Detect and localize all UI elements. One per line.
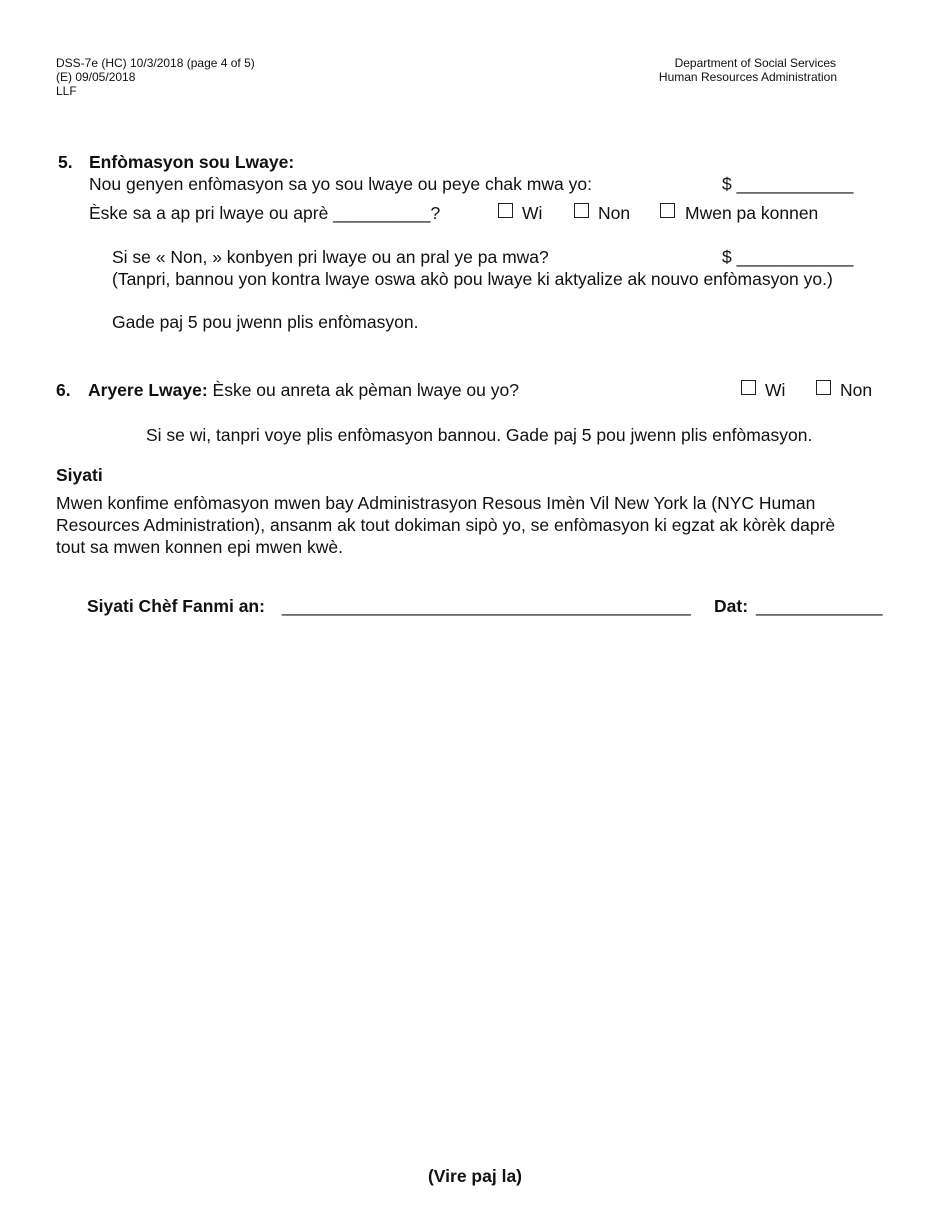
rent-same-yes-checkbox[interactable]: [498, 203, 513, 218]
administration-name: Human Resources Administration: [658, 70, 837, 84]
arrears-no-label: Non: [840, 380, 873, 400]
rent-same-yes-label: Wi: [522, 203, 543, 223]
arrears-yes-label: Wi: [765, 380, 786, 400]
turn-page-note: (Vire paj la): [427, 1166, 523, 1186]
section6-line: [88, 380, 519, 401]
lease-note: (Tanpri, bannou yon kontra lwaye oswa akò pou lwaye ki aktyalize ak nouvo enfòmasyon yo.): [112, 269, 833, 289]
rent-same-unknown-checkbox[interactable]: [660, 203, 675, 218]
rent-same-no-label: Non: [598, 203, 631, 223]
form-date: (E) 09/05/2018: [56, 70, 136, 84]
arrears-yes-checkbox[interactable]: [741, 380, 756, 395]
section6-title: Aryere Lwaye:: [88, 380, 208, 400]
rent-arrears-question: Èske ou anreta ak pèman lwaye ou yo?: [212, 380, 519, 400]
signature-statement-line2: Resources Administration), ansanm ak tout dokiman sipò yo, se enfòmasyon ki egzat ak kòrèk daprè: [56, 515, 836, 535]
new-rent-amount-field[interactable]: $ ____________: [722, 247, 854, 267]
monthly-rent-question: Nou genyen enfòmasyon sa yo sou lwaye ou peye chak mwa yo:: [89, 174, 592, 194]
new-rent-question: Si se « Non, » konbyen pri lwaye ou an pral ye pa mwa?: [112, 247, 549, 267]
rent-same-no-checkbox[interactable]: [574, 203, 589, 218]
arrears-note: Si se wi, tanpri voye plis enfòmasyon bannou. Gade paj 5 pou jwenn plis enfòmasyon.: [146, 425, 813, 445]
signature-statement-line1: Mwen konfime enfòmasyon mwen bay Administrasyon Resous Imèn Vil New York la (NYC Human: [56, 493, 816, 513]
section5-see-page: Gade paj 5 pou jwenn plis enfòmasyon.: [112, 312, 419, 332]
section5-title: Enfòmasyon sou Lwaye:: [89, 152, 295, 172]
monthly-rent-amount-field[interactable]: $ ____________: [722, 174, 854, 194]
form-code: LLF: [56, 84, 77, 98]
rent-after-question: Èske sa a ap pri lwaye ou aprè __________?: [89, 203, 441, 223]
rent-same-unknown-label: Mwen pa konnen: [685, 203, 819, 223]
head-of-household-signature-label: Siyati Chèf Fanmi an:: [87, 596, 265, 616]
department-name: Department of Social Services: [674, 56, 836, 70]
form-id: DSS-7e (HC) 10/3/2018 (page 4 of 5): [56, 56, 255, 70]
section5-number: 5.: [58, 152, 73, 172]
signature-statement-line3: tout sa mwen konnen epi mwen kwè.: [56, 537, 343, 557]
date-label: Dat:: [714, 596, 749, 616]
signature-field[interactable]: __________________________________________: [282, 596, 691, 616]
signature-heading: Siyati: [56, 465, 103, 485]
section6-number: 6.: [56, 380, 71, 400]
arrears-no-checkbox[interactable]: [816, 380, 831, 395]
date-field[interactable]: _____________: [756, 596, 883, 616]
